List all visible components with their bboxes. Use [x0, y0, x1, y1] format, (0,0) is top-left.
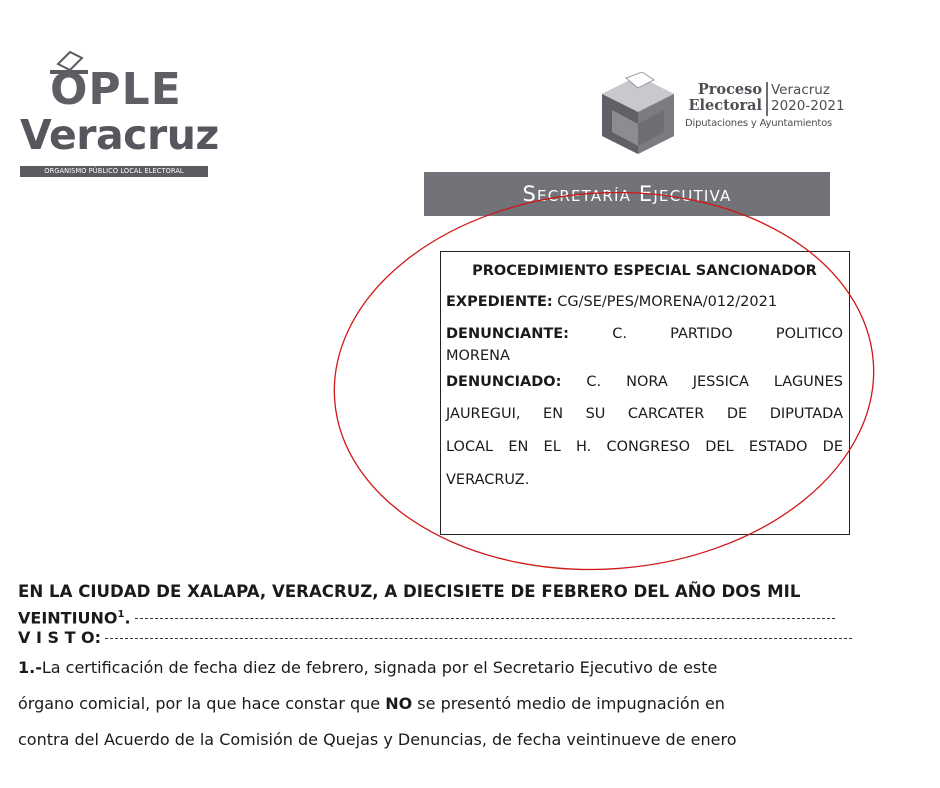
expediente-row: [446, 291, 843, 313]
denunciado-value-line3: LOCAL EN EL H. CONGRESO DEL ESTADO DE: [446, 439, 843, 455]
proceso-divider: [766, 82, 768, 116]
ople-strip-text: ORGANISMO PÚBLICO LOCAL ELECTORAL: [20, 166, 208, 177]
proceso-electoral-word: [684, 82, 762, 114]
denunciante-value-line2: MORENA: [446, 348, 510, 364]
case-info-box: [440, 251, 850, 535]
denunciante-row: [446, 323, 843, 345]
footnote-marker: 1: [117, 609, 125, 620]
heading-line2: [18, 604, 854, 629]
proceso-years: 2020-2021: [771, 98, 845, 114]
item1-number: 1.-: [18, 658, 42, 677]
dash-leader: [135, 618, 835, 619]
secretaria-ejecutiva-banner: Secretaría Ejecutiva: [424, 172, 830, 216]
denunciado-row: [446, 371, 843, 393]
denunciante-label: DENUNCIANTE:: [446, 326, 569, 342]
heading-line1: EN LA CIUDAD DE XALAPA, VERACRUZ, A DIECISIETE DE FEBRERO DEL AÑO DOS MIL: [18, 582, 801, 601]
proceso-word-line2: Electoral: [688, 97, 762, 114]
denunciado-value-line4: VERACRUZ.: [446, 472, 530, 488]
expediente-label: EXPEDIENTE:: [446, 294, 553, 310]
denunciante-value-line1: C. PARTIDO POLITICO: [612, 326, 844, 342]
proceso-word-line1: Proceso: [697, 81, 762, 98]
item1-line3: contra del Acuerdo de la Comisión de Quejas y Denuncias, de fecha veintinueve de enero: [18, 730, 737, 749]
denunciado-value-line1: C. NORA JESSICA LAGUNES: [586, 374, 844, 390]
denunciado-value-line2: JAUREGUI, EN SU CARCATER DE DIPUTADA: [446, 406, 843, 422]
item1-line2-b: se presentó medio de impugnación en: [412, 694, 725, 713]
ballot-cube-icon: [598, 72, 678, 158]
item1-line1: [18, 657, 854, 679]
dash-leader: [105, 638, 854, 639]
proceso-subtitle: Diputaciones y Ayuntamientos: [685, 118, 833, 129]
heading-line2-end: .: [124, 608, 131, 628]
visto-line: [18, 627, 854, 649]
item1-line1-text: La certificación de fecha diez de febrero, signada por el Secretario Ejecutivo de este: [41, 658, 718, 677]
case-title: PROCEDIMIENTO ESPECIAL SANCIONADOR: [472, 263, 817, 279]
ople-wordmark: OPLE: [50, 64, 182, 115]
heading-line2-text: VEINTIUNO: [18, 608, 118, 628]
visto-label: V I S T O:: [18, 628, 102, 647]
ople-state-name: Veracruz: [20, 111, 219, 159]
proceso-state: Veracruz: [771, 82, 830, 98]
denunciado-label: DENUNCIADO:: [446, 374, 562, 390]
item1-line2: [18, 693, 854, 715]
proceso-state-years: [771, 82, 845, 114]
item1-line2-bold: NO: [385, 694, 413, 713]
item1-line2-a: órgano comicial, por la que hace constar que: [18, 694, 386, 713]
expediente-value: CG/SE/PES/MORENA/012/2021: [557, 294, 778, 310]
